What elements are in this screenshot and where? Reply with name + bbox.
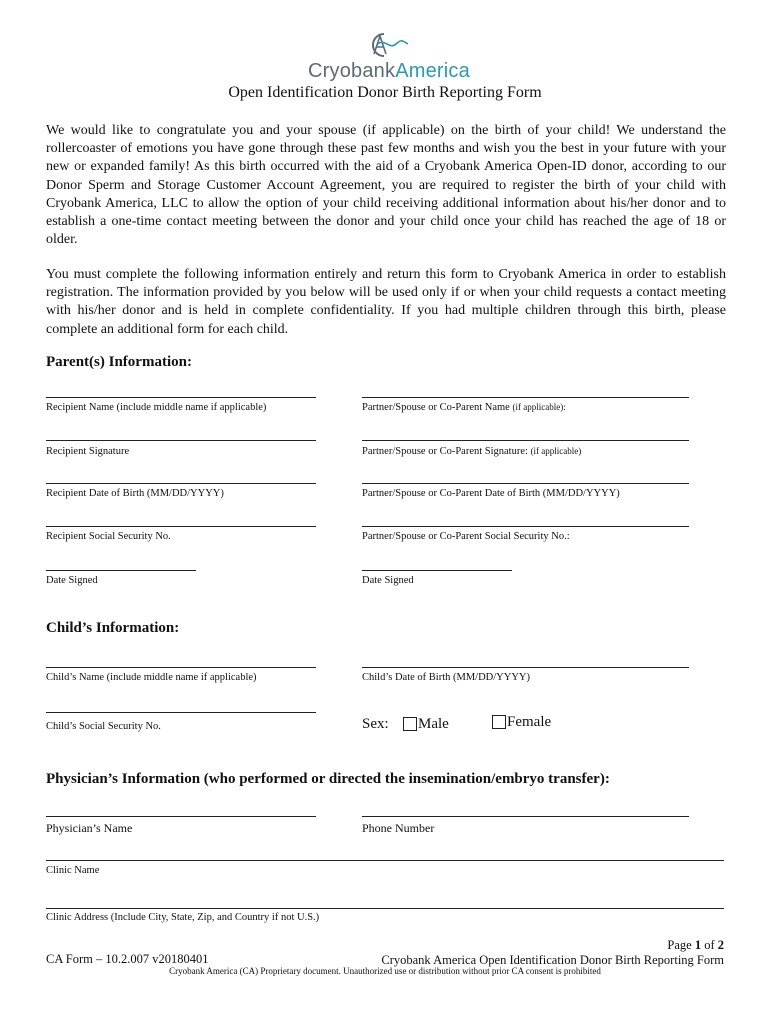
child-ssn-field[interactable] [46, 712, 316, 713]
recipient-ssn-field[interactable] [46, 526, 316, 527]
partner-dob-label: Partner/Spouse or Co-Parent Date of Birth (MM/DD/YYYY) [362, 488, 620, 499]
page-footer-right [381, 938, 724, 968]
recipient-dob-label: Recipient Date of Birth (MM/DD/YYYY) [46, 488, 224, 499]
physician-heading: Physician’s Information (who performed or directed the insemination/embryo transfer): [46, 771, 610, 787]
intro-paragraph: We would like to congratulate you and your spouse (if applicable) on the birth of your child! We understand the rollercoaster of emotions you have gone through these past few months and wish you the best in your future with your new or expanded family! As this birth occurred with the aid of a Cryobank America Open-ID donor, according to our Donor Sperm and Storage Customer Account Agreement, you are required to register the birth of your child with Cryobank America, LLC to allow the option of your child receiving additional information about his/her donor and to establish a one-time contact meeting between the donor and your child once your child has reached the age of 18 or older. [46, 123, 726, 248]
instructions-paragraph: You must complete the following information entirely and return this form to Cryobank America in order to establish registration. The information provided by you below will be used only if or when your child requests a contact meeting with his/her donor and is held in complete confidentiality. If you had multiple children through this birth, please complete an additional form for each child. [46, 267, 726, 337]
recipient-dob-field[interactable] [46, 483, 316, 484]
recipient-ssn-label: Recipient Social Security No. [46, 531, 171, 542]
form-title: Open Identification Donor Birth Reporting Form [228, 84, 542, 101]
partner-ssn-field[interactable] [362, 526, 689, 527]
partner-signature-label: Partner/Spouse or Co-Parent Signature: (if applicable) [362, 446, 582, 457]
female-label: Female [507, 714, 552, 730]
sex-label: Sex: [362, 716, 389, 732]
recipient-name-field[interactable] [46, 397, 316, 398]
child-name-label: Child’s Name (include middle name if applicable) [46, 672, 257, 683]
date-signed-left-field[interactable] [46, 570, 196, 571]
form-name-footer: Cryobank America Open Identification Donor Birth Reporting Form [381, 953, 724, 967]
date-signed-right-label: Date Signed [362, 575, 414, 586]
form-id: CA Form – 10.2.007 v20180401 [46, 952, 209, 966]
recipient-name-label: Recipient Name (include middle name if applicable) [46, 402, 267, 413]
clinic-name-label: Clinic Name [46, 865, 100, 876]
recipient-signature-field[interactable] [46, 440, 316, 441]
cryobank-america-logo [300, 30, 470, 82]
male-checkbox[interactable] [403, 717, 417, 731]
partner-dob-field[interactable] [362, 483, 689, 484]
ca-monogram-wave-icon [360, 30, 410, 62]
physician-name-label: Physician’s Name [46, 821, 133, 835]
partner-signature-field[interactable] [362, 440, 689, 441]
recipient-signature-label: Recipient Signature [46, 446, 130, 457]
date-signed-right-field[interactable] [362, 570, 512, 571]
phone-number-field[interactable] [362, 816, 689, 817]
child-dob-field[interactable] [362, 667, 689, 668]
clinic-address-field[interactable] [46, 908, 724, 909]
proprietary-note: Cryobank America (CA) Proprietary document. Unauthorized use or distribution without prior CA consent is prohibited [169, 966, 601, 976]
partner-ssn-label: Partner/Spouse or Co-Parent Social Security No.: [362, 531, 570, 542]
partner-name-field[interactable] [362, 397, 689, 398]
partner-name-label: Partner/Spouse or Co-Parent Name (if applicable): [362, 402, 566, 413]
child-ssn-label: Child’s Social Security No. [46, 721, 161, 732]
child-heading: Child’s Information: [46, 620, 180, 636]
date-signed-left-label: Date Signed [46, 575, 98, 586]
logo-wordmark: CryobankAmerica [308, 60, 470, 82]
child-dob-label: Child’s Date of Birth (MM/DD/YYYY) [362, 672, 530, 683]
male-label: Male [418, 716, 449, 732]
clinic-address-label: Clinic Address (Include City, State, Zip, and Country if not U.S.) [46, 912, 320, 923]
parents-heading: Parent(s) Information: [46, 354, 192, 370]
child-name-field[interactable] [46, 667, 316, 668]
clinic-name-field[interactable] [46, 860, 724, 861]
phone-number-label: Phone Number [362, 821, 435, 835]
female-checkbox[interactable] [492, 715, 506, 729]
page-indicator: Page 1 of 2 [667, 938, 724, 952]
physician-name-field[interactable] [46, 816, 316, 817]
